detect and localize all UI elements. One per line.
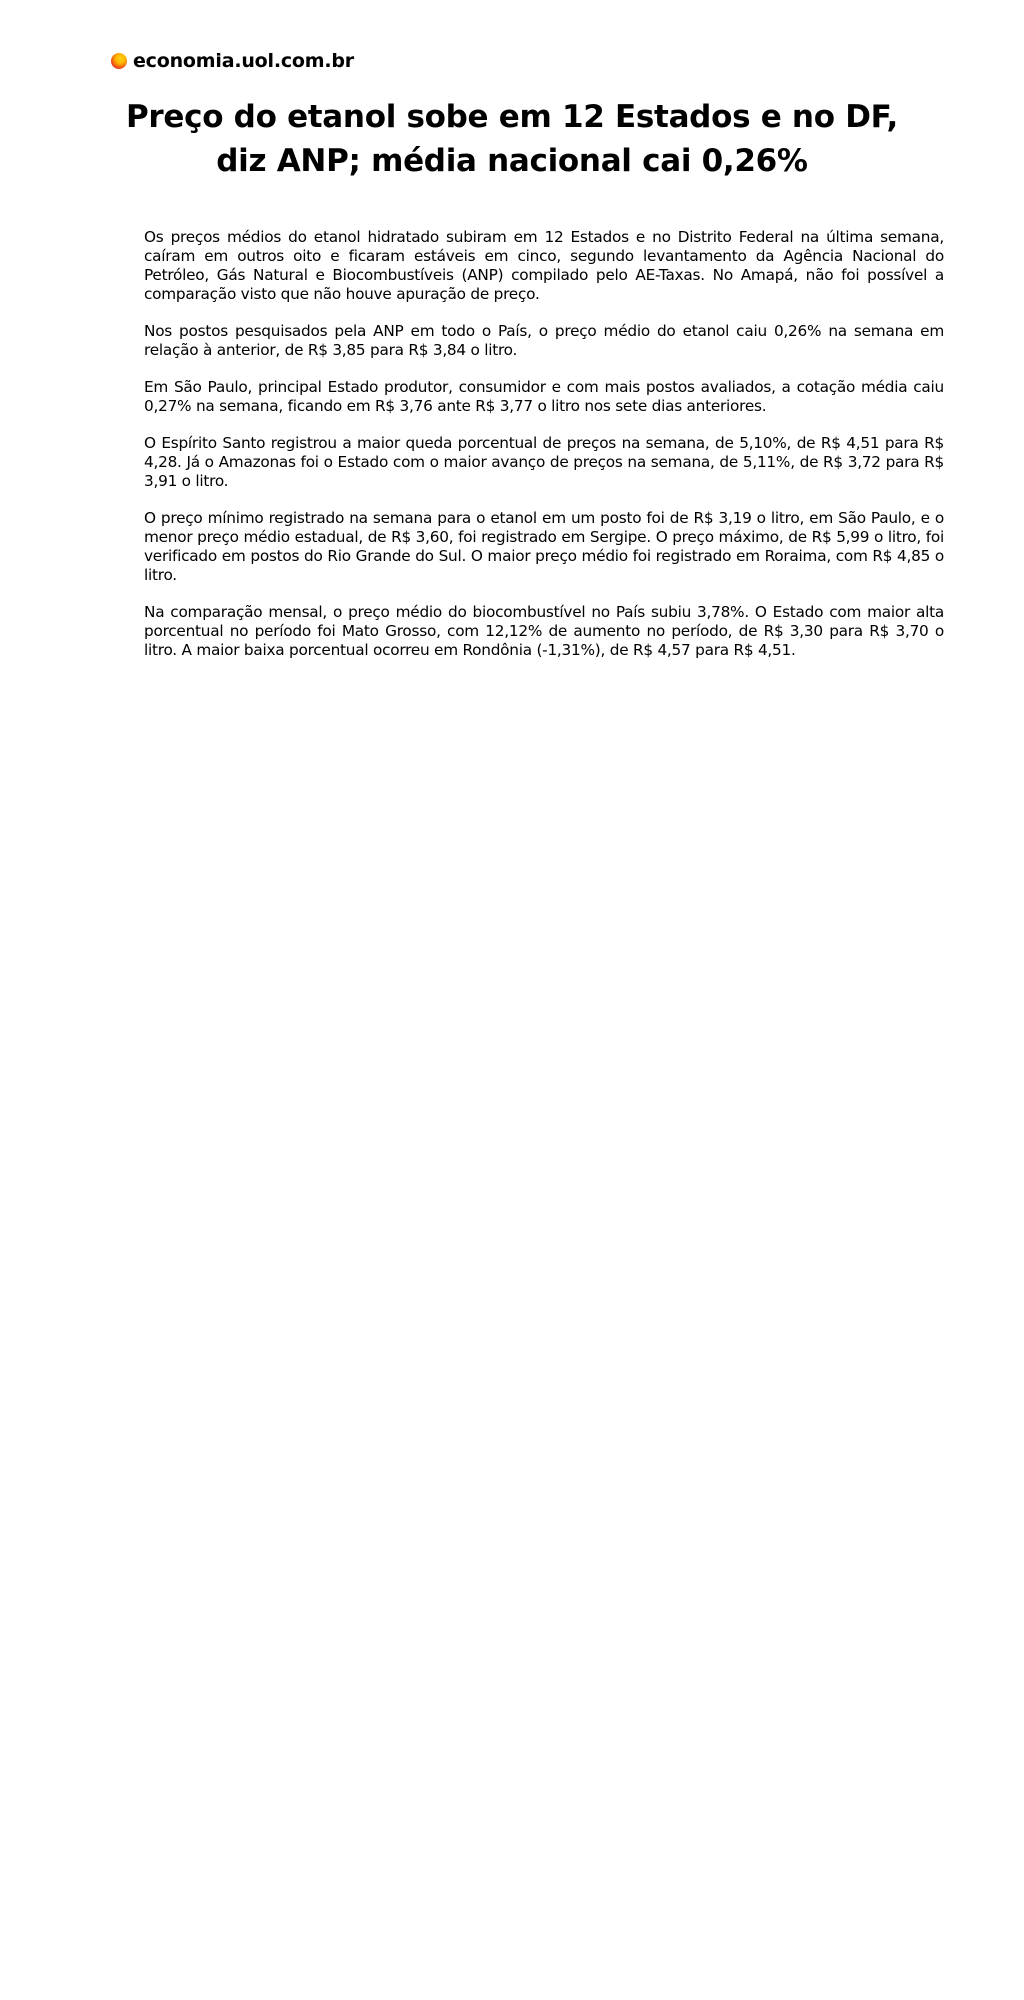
article-paragraph: Os preços médios do etanol hidratado subiram em 12 Estados e no Distrito Federal na última semana, caíram em outros oito e ficaram estáveis em cinco, segundo levantamento da Agência Nacional do Petróleo, Gás Natural e Biocombustíveis (ANP) compilado pelo AE-Taxas. No Amapá, não foi possível a comparação visto que não houve apuração de preço.: [144, 228, 944, 303]
article-paragraph: Nos postos pesquisados pela ANP em todo o País, o preço médio do etanol caiu 0,26% na semana em relação à anterior, de R$ 3,85 para R$ 3,84 o litro.: [144, 322, 944, 359]
article-body: [144, 228, 944, 678]
article-paragraph: Em São Paulo, principal Estado produtor, consumidor e com mais postos avaliados, a cotação média caiu 0,27% na semana, ficando em R$ 3,76 ante R$ 3,77 o litro nos sete dias anteriores.: [144, 378, 944, 415]
article-paragraph: Na comparação mensal, o preço médio do biocombustível no País subiu 3,78%. O Estado com maior alta porcentual no período foi Mato Grosso, com 12,12% de aumento no período, de R$ 3,30 para R$ 3,70 o litro. A maior baixa porcentual ocorreu em Rondônia (-1,31%), de R$ 4,57 para R$ 4,51.: [144, 603, 944, 659]
site-name[interactable]: economia.uol.com.br: [133, 50, 354, 72]
article-paragraph: O Espírito Santo registrou a maior queda porcentual de preços na semana, de 5,10%, de R$ 4,51 para R$ 4,28. Já o Amazonas foi o Estado com o maior avanço de preços na semana, de 5,11%, de R$ 3,72 para R$ 3,91 o litro.: [144, 434, 944, 490]
site-header: [111, 50, 354, 72]
article-paragraph: O preço mínimo registrado na semana para o etanol em um posto foi de R$ 3,19 o litro, em São Paulo, e o menor preço médio estadual, de R$ 3,60, foi registrado em Sergipe. O preço máximo, de R$ 5,99 o litro, foi verificado em postos do Rio Grande do Sul. O maior preço médio foi registrado em Roraima, com R$ 4,85 o litro.: [144, 509, 944, 584]
article-title: Preço do etanol sobe em 12 Estados e no DF, diz ANP; média nacional cai 0,26%: [125, 99, 898, 179]
uol-logo-icon: [111, 53, 127, 69]
